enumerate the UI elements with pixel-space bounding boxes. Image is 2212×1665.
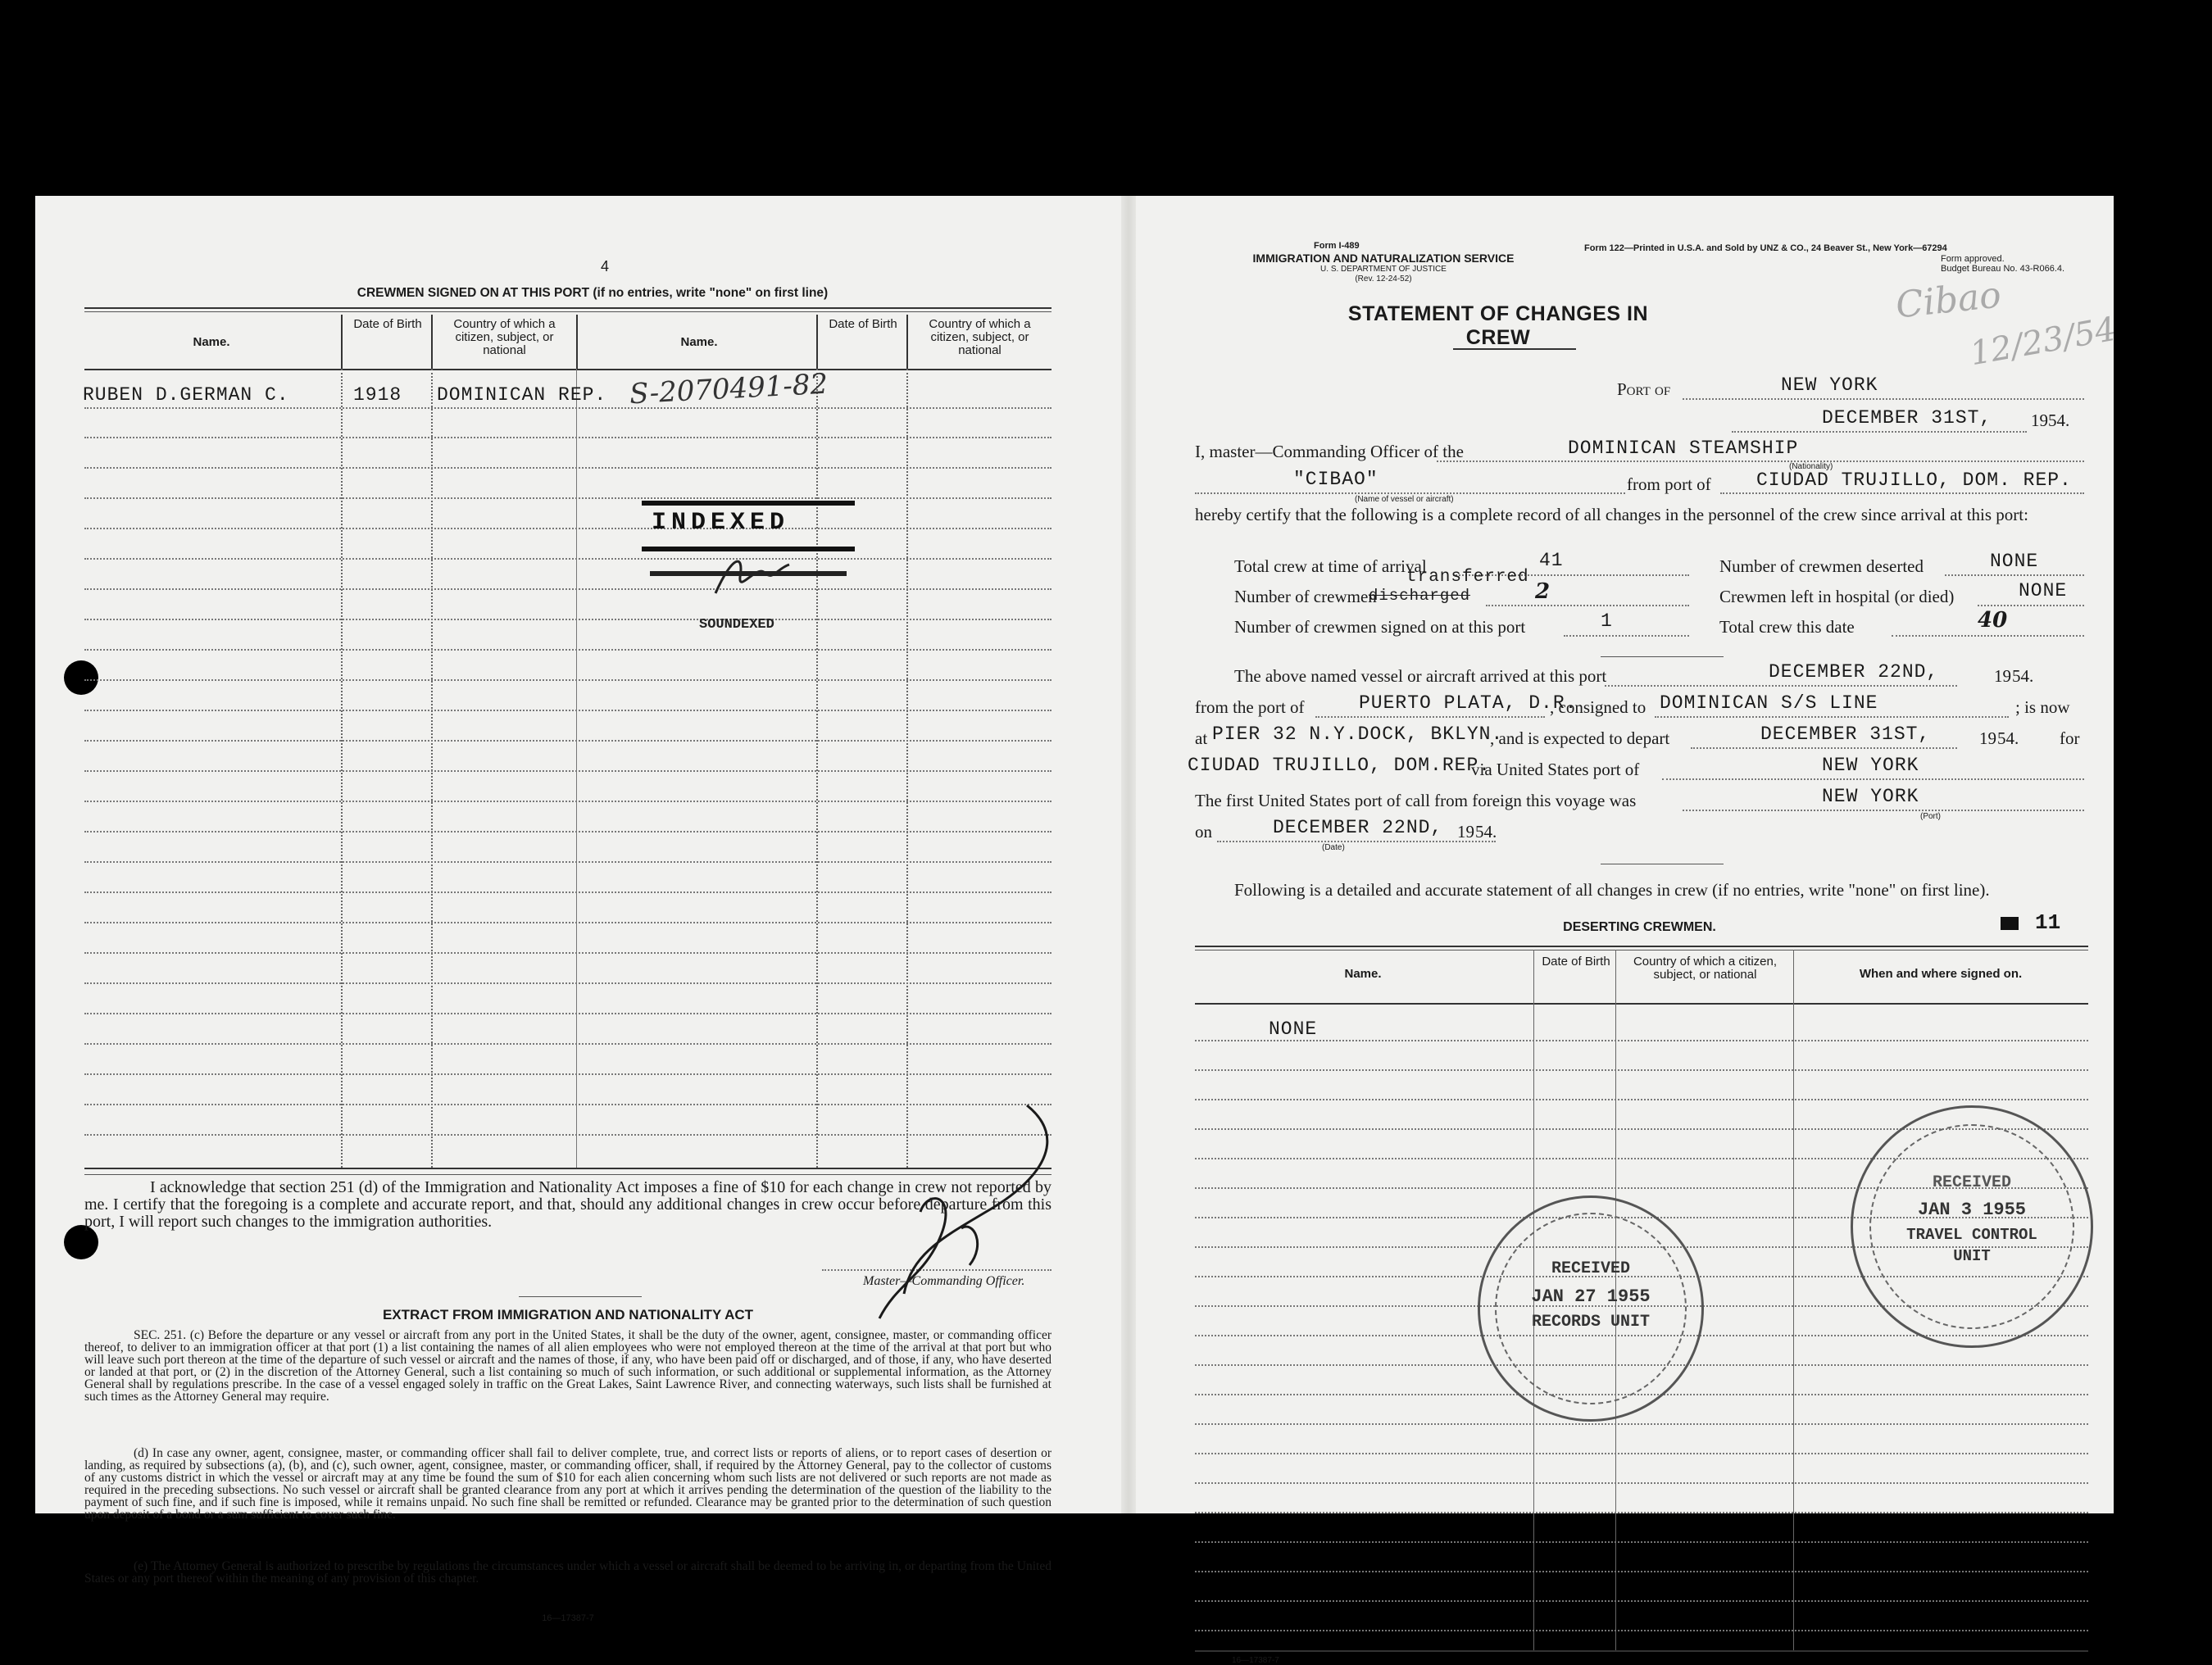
left-page: [83, 196, 1101, 1623]
signed-on-label: Number of crewmen signed on at this port: [1234, 617, 1526, 637]
via-label: via United States port of: [1471, 760, 1640, 779]
arrived-year-prefix: 19: [1994, 666, 2011, 686]
extract-section-c: SEC. 251. (c) Before the departure or any vessel or aircraft from any port in the United States, it shall be the duty of the owner, agent, consignee, master, or commanding officer thereof, to deliver to an immigration officer at that port (1) a list containing the names of all alien employees who were not employed thereon at the time of the arrival at that port but who will leave such port thereon at the time of the departure of such vessel or aircraft and the names of those, if any, who have been paid off or discharged, and of those, if any, who have deserted or landed at that port, or (2) in the discretion of the Attorney General, such a list containing so much of such information, or such additional or supplemental information, as the Attorney General shall by regulations prescribe. In the case of a vessel engaged solely in traffic on the Great Lakes, Saint Lawrence River, and connecting waterways, such lists shall be furnished at such times as the Attorney General may require.: [84, 1328, 1051, 1404]
page-fold: [1121, 196, 1136, 1513]
header-dob-2: Date of Birth: [829, 317, 897, 331]
page-number: 4: [601, 258, 610, 274]
deserted-value: NONE: [1990, 551, 2039, 572]
crewmen-inserted-word: transferred: [1406, 568, 1529, 587]
destination-value: CIUDAD TRUJILLO, DOM.REP.: [1188, 755, 1492, 776]
from-port-value: CIUDAD TRUJILLO, DOM. REP.: [1756, 470, 2072, 491]
depart-year: 54.: [1997, 728, 2019, 748]
on-value: DECEMBER 22ND,: [1273, 817, 1443, 838]
arrived-label: The above named vessel or aircraft arrived at this port: [1234, 666, 1607, 686]
form-title: STATEMENT OF CHANGES IN CREW: [1347, 302, 1649, 349]
table-title: CREWMEN SIGNED ON AT THIS PORT (if no entries, write "none" on first line): [357, 286, 829, 300]
handwritten-vessel-note: Cibao: [1893, 274, 2003, 327]
header-country: Country of which a citizen, subject, or national: [453, 317, 556, 357]
signature-caption: Master—Commanding Officer.: [863, 1274, 1025, 1288]
hospital-value: NONE: [2019, 580, 2068, 601]
arrived-year: 54.: [2012, 666, 2034, 686]
from-the-port-value: PUERTO PLATA, D.R.: [1359, 692, 1578, 714]
certify-text: hereby certify that the following is a complete record of all changes in the personnel of the crew since arrival at this port:: [1195, 505, 2028, 524]
desert-header-when: When and where signed on.: [1859, 967, 2023, 981]
budget-bureau: Budget Bureau No. 43-R066.4.: [1941, 264, 2065, 274]
from-the-port-label: from the port of: [1195, 697, 1305, 717]
depart-year-prefix: 19: [1979, 728, 1996, 748]
expected-label: , and is expected to depart: [1490, 728, 1670, 748]
header-country-2: Country of which a citizen, subject, or national: [929, 317, 1031, 357]
port-label: Port of: [1617, 379, 1671, 399]
master-value: DOMINICAN STEAMSHIP: [1568, 438, 1799, 459]
left-footer-code: 16—17387-7: [542, 1613, 594, 1623]
total-date-label: Total crew this date: [1719, 617, 1855, 637]
crew-name-cell: RUBEN D.GERMAN C.: [83, 384, 289, 406]
header-dob: Date of Birth: [353, 317, 422, 331]
handwritten-alien-number: S-2070491-82: [629, 367, 829, 411]
at-value: PIER 32 N.Y.DOCK, BKLYN.: [1212, 724, 1504, 745]
for-label: for: [2060, 728, 2080, 748]
signed-on-value: 1: [1601, 610, 1613, 632]
first-port-value: NEW YORK: [1822, 786, 1919, 807]
department-name: U. S. DEPARTMENT OF JUSTICE: [1320, 265, 1447, 274]
crewmen-changed-label: Number of crewmen: [1234, 587, 1377, 606]
following-text: Following is a detailed and accurate statement of all changes in crew (if no entries, write "none" on first line).: [1234, 880, 1990, 900]
extract-section-e: (e) The Attorney General is authorized to prescribe by regulations the circumstances under which a vessel or aircraft shall be deemed to be arriving in, or departing from the United States or any port thereof within the meaning of any provision of this chapter.: [84, 1559, 1051, 1586]
at-label: at: [1195, 728, 1208, 748]
via-value: NEW YORK: [1822, 755, 1919, 776]
desert-header-name: Name.: [1344, 967, 1382, 981]
on-year-prefix: 19: [1457, 822, 1474, 842]
desert-header-dob: Date of Birth: [1542, 955, 1610, 969]
agency-name: IMMIGRATION AND NATURALIZATION SERVICE: [1252, 252, 1515, 265]
vessel-caption: (Name of vessel or aircraft): [1355, 495, 1454, 504]
revision-date: (Rev. 12-24-52): [1355, 274, 1412, 284]
header-name-2: Name.: [680, 335, 718, 349]
master-signature: [797, 1089, 1060, 1327]
nationality-caption: (Nationality): [1789, 462, 1833, 471]
crewmen-struck-word: discharged: [1369, 587, 1471, 605]
form-approved: Form approved.: [1941, 254, 2005, 264]
desert-first-entry: NONE: [1269, 1019, 1318, 1040]
vessel-name: "CIBAO": [1293, 469, 1379, 490]
port-value: NEW YORK: [1781, 374, 1878, 396]
crewmen-changed-value: 2: [1535, 579, 1551, 604]
extract-title: EXTRACT FROM IMMIGRATION AND NATIONALITY ACT: [382, 1307, 754, 1322]
right-footer-code: 16—17387-7: [1232, 1656, 1279, 1665]
port-caption: (Port): [1920, 812, 1941, 821]
from-port-label: from port of: [1627, 474, 1711, 494]
crew-dob-cell: 1918: [353, 384, 402, 406]
printer-line: Form 122—Printed in U.S.A. and Sold by UNZ & CO., 24 Beaver St., New York—67294: [1584, 243, 1947, 253]
is-now-label: ; is now: [2015, 697, 2070, 717]
on-label: on: [1195, 822, 1212, 842]
document-sheet: [35, 196, 2119, 1665]
crew-country-cell: DOMINICAN REP.: [437, 384, 607, 406]
total-date-value: 40: [1978, 608, 2008, 633]
records-unit-stamp: RECEIVED JAN 27 1955 RECORDS UNIT: [1478, 1195, 1704, 1422]
acknowledgement-text: I acknowledge that section 251 (d) of the Immigration and Nationality Act imposes a fine of $10 for each change in crew not reported by me. I certify that the foregoing is a complete and accurate report, and that, should any additional changes in crew occur before departure from this port, I will report such changes to the immigration authorities.: [84, 1178, 1051, 1231]
on-year: 54.: [1475, 822, 1497, 842]
deserted-label: Number of crewmen deserted: [1719, 556, 1924, 576]
total-arrival-value: 41: [1539, 550, 1564, 571]
date-caption: (Date): [1322, 843, 1345, 852]
consigned-value: DOMINICAN S/S LINE: [1660, 692, 1878, 714]
right-page: [1158, 196, 2119, 1665]
corner-mark: [2001, 917, 2019, 930]
extract-section-d: (d) In case any owner, agent, consignee, master, or commanding officer shall fail to deliver complete, true, and correct lists or reports of aliens, or to report cases of desertion or landing, as required by subsections (a), (b), and (c), such owner, agent, consignee, master, or commanding officer, shall, if required by the Attorney General, pay to the collector of customs of any customs district in which the vessel or aircraft may at any time be found the sum of $10 for each alien concerning whom such lists are not delivered or such reports are not made as required in the preceding subsections. No such vessel or aircraft shall be granted clearance from any port at which it arrives pending the determination of the question of the liability to the payment of such fine, and if such fine is imposed, while it remains unpaid. No such fine shall be remitted or refunded. Clearance may be granted prior to the determination of such question upon deposit of a bond or a sum sufficient to cover such fine.: [84, 1446, 1051, 1522]
indexed-stamp: INDEXED: [642, 501, 855, 551]
soundexed-stamp: SOUNDEXED: [699, 617, 774, 633]
handwritten-date-note: 12/23/54: [1967, 310, 2119, 374]
statement-date: DECEMBER 31ST,: [1822, 407, 1992, 429]
handwritten-corner-number: 11: [2035, 910, 2061, 935]
form-number: Form I-489: [1314, 241, 1360, 251]
initials-mark: [707, 548, 797, 606]
arrived-value: DECEMBER 22ND,: [1769, 661, 1939, 683]
hospital-label: Crewmen left in hospital (or died): [1719, 587, 1955, 606]
depart-value: DECEMBER 31ST,: [1760, 724, 1931, 745]
statement-year: 1954.: [2031, 411, 2070, 430]
first-port-label: The first United States port of call from foreign this voyage was: [1195, 791, 1637, 810]
consigned-label: , consigned to: [1550, 697, 1647, 717]
master-label: I, master—Commanding Officer of the: [1195, 442, 1464, 461]
header-name: Name.: [193, 335, 230, 349]
deserting-title: DESERTING CREWMEN.: [1563, 920, 1716, 934]
desert-header-country: Country of which a citizen, subject, or national: [1633, 955, 1778, 982]
travel-control-stamp: RECEIVED JAN 3 1955 TRAVEL CONTROL UNIT: [1851, 1105, 2093, 1348]
total-arrival-label: Total crew at time of arrival: [1234, 556, 1427, 576]
